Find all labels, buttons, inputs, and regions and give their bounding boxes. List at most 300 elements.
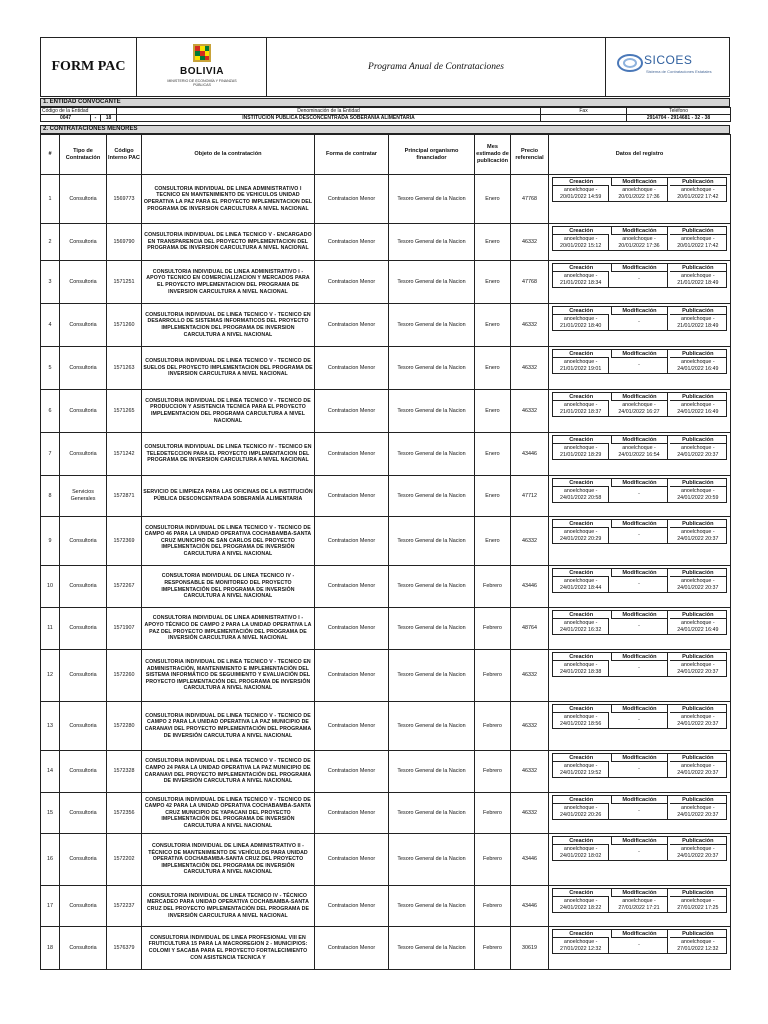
entity-fax: [541, 115, 627, 122]
registry-created: anoelchoque - 20/01/2022 14:59: [553, 186, 609, 201]
registry-created: anoelchoque - 24/01/2022 20:26: [553, 804, 609, 819]
registry-modified-header: Modificación: [611, 436, 667, 444]
row-method: Contratacion Menor: [315, 390, 389, 433]
registry-created: anoelchoque - 27/01/2022 12:32: [553, 938, 609, 953]
row-number: 18: [41, 927, 60, 970]
row-month: Enero: [475, 517, 511, 566]
registry-published-header: Publicación: [670, 264, 726, 272]
row-object: CONSULTORIA INDIVIDUAL DE LINEA ADMINISTRATIVO II - TÉCNICO DE MANTENIMIENTO DE VEHÍCULOS PARA UNIDAD OPERATIVA COCHABAMBA-SANTA CRUZ DEL PROYECTO IMPLEMENTACIÓN DEL PROGRAMA DE INVERSIÓN CARCULTURA A NIVEL NACIONAL: [142, 834, 315, 886]
row-code: 1571907: [107, 608, 142, 650]
row-funder: Tesoro General de la Nacion: [389, 886, 475, 927]
registry-modified-header: Modificación: [611, 796, 667, 804]
row-code: 1572267: [107, 566, 142, 608]
row-registry: [549, 224, 731, 261]
registry-published: anoelchoque - 24/01/2022 20:37: [677, 662, 719, 675]
row-month: Enero: [475, 175, 511, 224]
row-price: 48764: [511, 608, 549, 650]
registry-published-header: Publicación: [670, 837, 726, 845]
row-code: 1571263: [107, 347, 142, 390]
col-phone: Teléfono: [627, 108, 731, 115]
row-funder: Tesoro General de la Nacion: [389, 793, 475, 834]
registry-box: [552, 652, 727, 677]
row-funder: Tesoro General de la Nacion: [389, 608, 475, 650]
row-funder: Tesoro General de la Nacion: [389, 566, 475, 608]
registry-box: [552, 478, 727, 503]
registry-created: anoelchoque - 24/01/2022 20:58: [553, 487, 609, 502]
row-code: 1576379: [107, 927, 142, 970]
row-price: 46332: [511, 702, 549, 751]
table-row: [41, 347, 731, 390]
table-row: [41, 566, 731, 608]
row-month: Febrero: [475, 886, 511, 927]
registry-box: [552, 568, 727, 593]
registry-published-header: Publicación: [670, 930, 726, 938]
registry-modified: -: [611, 528, 667, 543]
row-code: 1571251: [107, 261, 142, 304]
registry-published: anoelchoque - 27/01/2022 17:25: [677, 898, 719, 911]
row-type: Consultoria: [60, 517, 107, 566]
registry-published: anoelchoque - 24/01/2022 20:37: [677, 529, 719, 542]
row-type: Consultoria: [60, 793, 107, 834]
row-number: 15: [41, 793, 60, 834]
col-object: Objeto de la contratación: [142, 135, 315, 175]
row-funder: Tesoro General de la Nacion: [389, 517, 475, 566]
row-number: 1: [41, 175, 60, 224]
col-code: Código Interno PAC: [107, 135, 142, 175]
registry-published: anoelchoque - 20/01/2022 17:42: [677, 187, 719, 200]
row-type: Consultoria: [60, 608, 107, 650]
table-row: [41, 702, 731, 751]
row-registry: [549, 175, 731, 224]
row-registry: [549, 751, 731, 793]
row-number: 11: [41, 608, 60, 650]
table-row: [41, 927, 731, 970]
col-month: Mes estimado de publicación: [475, 135, 511, 175]
row-number: 9: [41, 517, 60, 566]
row-object: CONSULTORIA INDIVIDUAL DE LINEA TECNICO V - TECNICO DE PRODUCCION Y ASISTENCIA TECNICA PARA EL PROYECTO IMPLEMENTACION DEL PROGRAMA CARCULTURA A NIVEL NACIONAL: [142, 390, 315, 433]
table-row: [41, 224, 731, 261]
row-registry: [549, 476, 731, 517]
row-method: Contratacion Menor: [315, 224, 389, 261]
row-code: 1572237: [107, 886, 142, 927]
row-funder: Tesoro General de la Nacion: [389, 224, 475, 261]
row-funder: Tesoro General de la Nacion: [389, 834, 475, 886]
registry-created: anoelchoque - 24/01/2022 18:22: [553, 897, 609, 912]
registry-box: [552, 888, 727, 913]
row-month: Febrero: [475, 702, 511, 751]
registry-modified-header: Modificación: [611, 393, 667, 401]
registry-modified: anoelchoque - 24/01/2022 16:54: [611, 444, 667, 459]
country-name: BOLIVIA: [179, 66, 225, 77]
row-funder: Tesoro General de la Nacion: [389, 476, 475, 517]
row-funder: Tesoro General de la Nacion: [389, 390, 475, 433]
registry-modified: -: [611, 619, 667, 634]
registry-box: [552, 306, 727, 331]
registry-created: anoelchoque - 21/01/2022 18:40: [553, 315, 609, 330]
coat-of-arms-icon: [191, 42, 213, 64]
contracts-table: [40, 134, 731, 970]
row-type: Consultoria: [60, 175, 107, 224]
table-row: [41, 476, 731, 517]
table-row: [41, 433, 731, 476]
row-object: CONSULTORIA INDIVIDUAL DE LINEA TECNICO V - TECNICO DE SUELOS DEL PROYECTO IMPLEMENTACION DEL PROGRAMA DE INVERSION CARCULTURA A NIVEL NACIONAL: [142, 347, 315, 390]
registry-modified: -: [611, 577, 667, 592]
row-registry: [549, 433, 731, 476]
registry-modified: anoelchoque - 27/01/2022 17:21: [611, 897, 667, 912]
row-registry: [549, 834, 731, 886]
row-number: 17: [41, 886, 60, 927]
col-price: Precio referencial: [511, 135, 549, 175]
table-row: [41, 175, 731, 224]
registry-created-header: Creación: [553, 436, 609, 444]
row-object: CONSULTORIA INDIVIDUAL DE LINEA ADMINISTRATIVO I - APOYO TÉCNICO DE CAMPO 2 PARA LA UNIDAD OPERATIVA LA PAZ DEL PROYECTO IMPLEMENTACIÓN DEL PROGRAMA DE INVERSIÓN CARCULTURA A NIVEL NACIONAL: [142, 608, 315, 650]
registry-published-header: Publicación: [670, 227, 726, 235]
registry-modified: -: [611, 315, 667, 330]
row-registry: [549, 608, 731, 650]
row-type: Servicios Generales: [60, 476, 107, 517]
row-object: CONSULTORIA INDIVIDUAL DE LINEA TECNICO V - TECNICO EN ADMINISTRACIÓN, MANTENIMIENTO E IMPLEMENTACIÓN DEL SISTEMA INFORMÁTICO DE SEGUIMIENTO Y EVALUACIÓN DEL PROYECTO IMPLEMENTACIÓN DEL PROGRAMA DE INVERSIÓN CARCULTURA A NIVEL NACIONAL: [142, 650, 315, 702]
row-object: CONSULTORIA INDIVIDUAL DE LINEA TECNICO V - TECNICO EN DESARROLLO DE SISTEMAS INFORMATICOS DEL PROYECTO IMPLEMENTACION DEL PROGRAMA DE INVERSION CARCULTURA A NIVEL NACIONAL: [142, 304, 315, 347]
row-month: Febrero: [475, 793, 511, 834]
table-row: [41, 886, 731, 927]
registry-box: [552, 795, 727, 820]
registry-published-header: Publicación: [670, 569, 726, 577]
row-method: Contratacion Menor: [315, 702, 389, 751]
registry-box: [552, 519, 727, 544]
row-object: CONSULTORIA INDIVIDUAL DE LINEA TECNICO V - ENCARGADO EN TRANSPARENCIA DEL PROYECTO IMPLEMENTACION DEL PROGRAMA DE INVERSION CARCULTURA A NIVEL NACIONAL: [142, 224, 315, 261]
registry-published: anoelchoque - 24/01/2022 20:37: [677, 805, 719, 818]
row-price: 43446: [511, 566, 549, 608]
row-code: 1572202: [107, 834, 142, 886]
registry-box: [552, 435, 727, 460]
row-month: Febrero: [475, 566, 511, 608]
sicoes-icon: [616, 52, 644, 74]
row-type: Consultoria: [60, 390, 107, 433]
registry-box: [552, 836, 727, 861]
row-method: Contratacion Menor: [315, 304, 389, 347]
row-registry: [549, 261, 731, 304]
ministry-name: MINISTERIO DE ECONOMÍA Y FINANZAS PÚBLICAS: [167, 79, 237, 87]
row-month: Enero: [475, 433, 511, 476]
registry-created-header: Creación: [553, 754, 609, 762]
row-price: 47768: [511, 175, 549, 224]
row-type: Consultoria: [60, 834, 107, 886]
row-method: Contratacion Menor: [315, 347, 389, 390]
row-number: 14: [41, 751, 60, 793]
registry-modified: -: [611, 804, 667, 819]
registry-published: anoelchoque - 24/01/2022 16:49: [677, 620, 719, 633]
row-object: CONSULTORIA INDIVIDUAL DE LINEA TECNICO IV - RESPONSABLE DE MONITOREO DEL PROYECTO IMPLEMENTACIÓN DEL PROGRAMA DE INVERSIÓN CARCULTURA A NIVEL NACIONAL: [142, 566, 315, 608]
row-price: 46332: [511, 304, 549, 347]
row-price: 46332: [511, 390, 549, 433]
registry-created-header: Creación: [553, 393, 609, 401]
registry-published-header: Publicación: [670, 754, 726, 762]
registry-created-header: Creación: [553, 653, 609, 661]
row-funder: Tesoro General de la Nacion: [389, 650, 475, 702]
row-code: 1571265: [107, 390, 142, 433]
row-method: Contratacion Menor: [315, 793, 389, 834]
row-month: Enero: [475, 304, 511, 347]
row-price: 30619: [511, 927, 549, 970]
row-method: Contratacion Menor: [315, 261, 389, 304]
row-funder: Tesoro General de la Nacion: [389, 433, 475, 476]
row-registry: [549, 390, 731, 433]
registry-modified: -: [611, 938, 667, 953]
table-row: [41, 390, 731, 433]
table-row: [41, 793, 731, 834]
row-type: Consultoria: [60, 650, 107, 702]
row-code: 1571242: [107, 433, 142, 476]
registry-published: anoelchoque - 24/01/2022 16:49: [677, 402, 719, 415]
registry-published-header: Publicación: [670, 611, 726, 619]
registry-modified: -: [611, 845, 667, 860]
row-price: 46332: [511, 517, 549, 566]
col-type: Tipo de Contratación: [60, 135, 107, 175]
row-registry: [549, 886, 731, 927]
registry-created: anoelchoque - 24/01/2022 18:56: [553, 713, 609, 728]
registry-created-header: Creación: [553, 178, 609, 186]
row-type: Consultoria: [60, 347, 107, 390]
registry-created-header: Creación: [553, 837, 609, 845]
row-code: 1572356: [107, 793, 142, 834]
registry-published: anoelchoque - 20/01/2022 17:42: [677, 236, 719, 249]
registry-published: anoelchoque - 21/01/2022 18:49: [677, 273, 719, 286]
row-registry: [549, 927, 731, 970]
registry-box: [552, 704, 727, 729]
row-method: Contratacion Menor: [315, 566, 389, 608]
registry-modified-header: Modificación: [611, 307, 667, 315]
row-funder: Tesoro General de la Nacion: [389, 702, 475, 751]
registry-created-header: Creación: [553, 930, 609, 938]
registry-modified-header: Modificación: [611, 653, 667, 661]
registry-published-header: Publicación: [670, 796, 726, 804]
row-method: Contratacion Menor: [315, 476, 389, 517]
registry-created-header: Creación: [553, 227, 609, 235]
row-price: 43446: [511, 834, 549, 886]
row-code: 1569790: [107, 224, 142, 261]
row-method: Contratacion Menor: [315, 433, 389, 476]
row-method: Contratacion Menor: [315, 650, 389, 702]
row-type: Consultoria: [60, 751, 107, 793]
row-price: 46332: [511, 224, 549, 261]
row-price: 43446: [511, 886, 549, 927]
row-number: 4: [41, 304, 60, 347]
row-price: 47712: [511, 476, 549, 517]
row-funder: Tesoro General de la Nacion: [389, 347, 475, 390]
row-registry: [549, 793, 731, 834]
row-method: Contratacion Menor: [315, 751, 389, 793]
registry-created-header: Creación: [553, 611, 609, 619]
row-funder: Tesoro General de la Nacion: [389, 175, 475, 224]
entity-code-sep: -: [91, 115, 101, 122]
row-object: CONSULTORIA INDIVIDUAL DE LINEA TECNICO V - TECNICO DE CAMPO 42 PARA LA UNIDAD OPERATIVA COCHABAMBA-SANTA CRUZ MUNICIPIO DE YAPACANI DEL PROYECTO IMPLEMENTACIÓN DEL PROGRAMA DE INVERSIÓN CARCULTURA A NIVEL NACIONAL: [142, 793, 315, 834]
registry-modified-header: Modificación: [611, 754, 667, 762]
row-code: 1572871: [107, 476, 142, 517]
row-number: 2: [41, 224, 60, 261]
registry-modified-header: Modificación: [611, 705, 667, 713]
row-number: 8: [41, 476, 60, 517]
row-registry: [549, 304, 731, 347]
registry-published-header: Publicación: [670, 653, 726, 661]
registry-published: anoelchoque - 24/01/2022 16:49: [677, 359, 719, 372]
row-object: CONSULTORIA INDIVIDUAL DE LINEA TECNICO IV - TECNICO EN TELEDETECCION PARA EL PROYECTO IMPLEMENTACION DEL PROGRAMA DE INVERSION CARCULTURA A NIVEL NACIONAL: [142, 433, 315, 476]
registry-box: [552, 929, 727, 954]
registry-created-header: Creación: [553, 479, 609, 487]
registry-published: anoelchoque - 27/01/2022 12:32: [677, 939, 719, 952]
row-registry: [549, 347, 731, 390]
row-method: Contratacion Menor: [315, 834, 389, 886]
registry-box: [552, 753, 727, 778]
registry-box: [552, 349, 727, 374]
registry-modified-header: Modificación: [611, 569, 667, 577]
registry-created-header: Creación: [553, 705, 609, 713]
registry-box: [552, 610, 727, 635]
registry-created: anoelchoque - 24/01/2022 18:44: [553, 577, 609, 592]
registry-published-header: Publicación: [670, 178, 726, 186]
registry-modified-header: Modificación: [611, 227, 667, 235]
registry-modified: anoelchoque - 24/01/2022 16:27: [611, 401, 667, 416]
form-title: FORM PAC: [41, 38, 137, 96]
row-month: Febrero: [475, 834, 511, 886]
row-number: 16: [41, 834, 60, 886]
registry-modified-header: Modificación: [611, 930, 667, 938]
table-row: [41, 650, 731, 702]
registry-created: anoelchoque - 24/01/2022 18:38: [553, 661, 609, 676]
col-method: Forma de contratar: [315, 135, 389, 175]
entity-table: [40, 107, 731, 122]
row-registry: [549, 650, 731, 702]
registry-box: [552, 226, 727, 251]
row-object: SERVICIO DE LIMPIEZA PARA LAS OFICINAS DE LA INSTITUCIÓN PÚBLICA DESCONCENTRADA SOBERANÍA ALIMENTARIA: [142, 476, 315, 517]
row-number: 7: [41, 433, 60, 476]
row-price: 46332: [511, 793, 549, 834]
col-entity-name: Denominación de la Entidad: [117, 108, 541, 115]
registry-published: anoelchoque - 21/01/2022 18:49: [677, 316, 719, 329]
row-price: 46332: [511, 347, 549, 390]
col-funder: Principal organismo financiador: [389, 135, 475, 175]
row-code: 1569773: [107, 175, 142, 224]
registry-modified-header: Modificación: [611, 178, 667, 186]
registry-modified: anoelchoque - 20/01/2022 17:36: [611, 186, 667, 201]
sicoes-logo: [605, 38, 729, 96]
row-number: 10: [41, 566, 60, 608]
row-code: 1572369: [107, 517, 142, 566]
row-month: Enero: [475, 476, 511, 517]
row-number: 12: [41, 650, 60, 702]
row-number: 6: [41, 390, 60, 433]
sicoes-subtitle: Sistema de Contrataciones Estatales: [646, 69, 712, 74]
row-month: Febrero: [475, 608, 511, 650]
registry-created: anoelchoque - 21/01/2022 18:29: [553, 444, 609, 459]
row-registry: [549, 517, 731, 566]
row-code: 1572328: [107, 751, 142, 793]
row-type: Consultoria: [60, 304, 107, 347]
registry-published: anoelchoque - 24/01/2022 20:37: [677, 846, 719, 859]
registry-modified-header: Modificación: [611, 479, 667, 487]
row-method: Contratacion Menor: [315, 886, 389, 927]
registry-modified: -: [611, 762, 667, 777]
program-title: Programa Anual de Contrataciones: [368, 62, 504, 72]
row-method: Contratacion Menor: [315, 927, 389, 970]
registry-created: anoelchoque - 21/01/2022 18:34: [553, 272, 609, 287]
row-object: CONSULTORIA INDIVIDUAL DE LINEA ADMINISTRATIVO I TECNICO EN MANTENIMIENTO DE VEHICULOS UNIDAD OPERATIVA LA PAZ PARA EL PROYECTO IMPLEMENTACION DEL PROGRAMA DE INVERSION CARCULTURA A NIVEL NACIONAL: [142, 175, 315, 224]
registry-published: anoelchoque - 24/01/2022 20:37: [677, 578, 719, 591]
entity-code-b: 18: [101, 115, 117, 122]
table-row: [41, 517, 731, 566]
row-funder: Tesoro General de la Nacion: [389, 304, 475, 347]
pac-document: [40, 37, 730, 1024]
row-funder: Tesoro General de la Nacion: [389, 927, 475, 970]
registry-created: anoelchoque - 24/01/2022 20:29: [553, 528, 609, 543]
registry-created: anoelchoque - 24/01/2022 18:02: [553, 845, 609, 860]
registry-published-header: Publicación: [670, 350, 726, 358]
registry-published: anoelchoque - 24/01/2022 20:37: [677, 714, 719, 727]
row-type: Consultoria: [60, 261, 107, 304]
registry-modified: anoelchoque - 20/01/2022 17:36: [611, 235, 667, 250]
row-object: CONSULTORIA INDIVIDUAL DE LINEA TECNICO V - TECNICO DE CAMPO 46 PARA LA UNIDAD OPERATIVA COCHABAMBA-SANTA CRUZ MUNICIPIO DE SAN CARLOS DEL PROYECTO IMPLEMENTACIÓN DEL PROGRAMA DE INVERSIÓN CARCULTURA A NIVEL NACIONAL: [142, 517, 315, 566]
section-2-title: 2. CONTRATACIONES MENORES: [40, 125, 730, 134]
row-registry: [549, 702, 731, 751]
row-type: Consultoria: [60, 702, 107, 751]
registry-published: anoelchoque - 24/01/2022 20:37: [677, 763, 719, 776]
registry-modified: -: [611, 487, 667, 502]
row-price: 46332: [511, 751, 549, 793]
row-number: 3: [41, 261, 60, 304]
col-entity-code: Código de la Entidad: [41, 108, 117, 115]
row-method: Contratacion Menor: [315, 175, 389, 224]
registry-created: anoelchoque - 24/01/2022 16:32: [553, 619, 609, 634]
row-type: Consultoria: [60, 224, 107, 261]
registry-modified: -: [611, 272, 667, 287]
registry-modified-header: Modificación: [611, 837, 667, 845]
table-header: [41, 135, 731, 175]
entity-code-a: 0047: [41, 115, 91, 122]
registry-created-header: Creación: [553, 264, 609, 272]
row-number: 13: [41, 702, 60, 751]
document-header: [40, 37, 730, 97]
registry-published-header: Publicación: [670, 307, 726, 315]
row-registry: [549, 566, 731, 608]
registry-modified: -: [611, 358, 667, 373]
col-registry: Datos del registro: [549, 135, 731, 175]
section-1-title: 1. ENTIDAD CONVOCANTE: [40, 98, 730, 107]
sicoes-title: SICOES: [644, 53, 693, 67]
row-code: 1571260: [107, 304, 142, 347]
registry-created: anoelchoque - 20/01/2022 15:12: [553, 235, 609, 250]
registry-modified-header: Modificación: [611, 520, 667, 528]
row-type: Consultoria: [60, 433, 107, 476]
registry-box: [552, 263, 727, 288]
row-object: CONSULTORIA INDIVIDUAL DE LINEA PROFESIONAL VIII EN FRUTICULTURA 15 PARA LA MACROREGION 2 - MUNICIPIOS: COLOMI Y SACABA PARA EL PROYECTO FORTALECIMIENTO CON ASISTENCIA TECNICA Y: [142, 927, 315, 970]
row-month: Enero: [475, 347, 511, 390]
registry-published-header: Publicación: [670, 889, 726, 897]
row-price: 47768: [511, 261, 549, 304]
col-fax: Fax: [541, 108, 627, 115]
registry-published: anoelchoque - 24/01/2022 20:37: [677, 445, 719, 458]
registry-published-header: Publicación: [670, 520, 726, 528]
entity-name: INSTITUCION PUBLICA DESCONCENTRADA SOBERANIA ALIMENTARIA: [117, 115, 541, 122]
row-code: 1572260: [107, 650, 142, 702]
col-number: #: [41, 135, 60, 175]
registry-created-header: Creación: [553, 569, 609, 577]
registry-published-header: Publicación: [670, 393, 726, 401]
registry-created: anoelchoque - 24/01/2022 19:52: [553, 762, 609, 777]
row-month: Febrero: [475, 751, 511, 793]
registry-published: anoelchoque - 24/01/2022 20:59: [677, 488, 719, 501]
row-object: CONSULTORIA INDIVIDUAL DE LINEA TECNICO V - TECNICO DE CAMPO 2 PARA LA UNIDAD OPERATIVA LA PAZ MUNICIPIO DE CARANAVI DEL PROYECTO IMPLEMENTACIÓN DEL PROGRAMA DE INVERSIÓN CARCULTURA A NIVEL NACIONAL: [142, 702, 315, 751]
registry-modified: -: [611, 661, 667, 676]
row-object: CONSULTORIA INDIVIDUAL DE LINEA TECNICO V - TECNICO DE CAMPO 24 PARA LA UNIDAD OPERATIVA LA PAZ MUNICIPIO DE CARANAVI DEL PROYECTO IMPLEMENTACIÓN DEL PROGRAMA DE INVERSIÓN CARCULTURA A NIVEL NACIONAL: [142, 751, 315, 793]
